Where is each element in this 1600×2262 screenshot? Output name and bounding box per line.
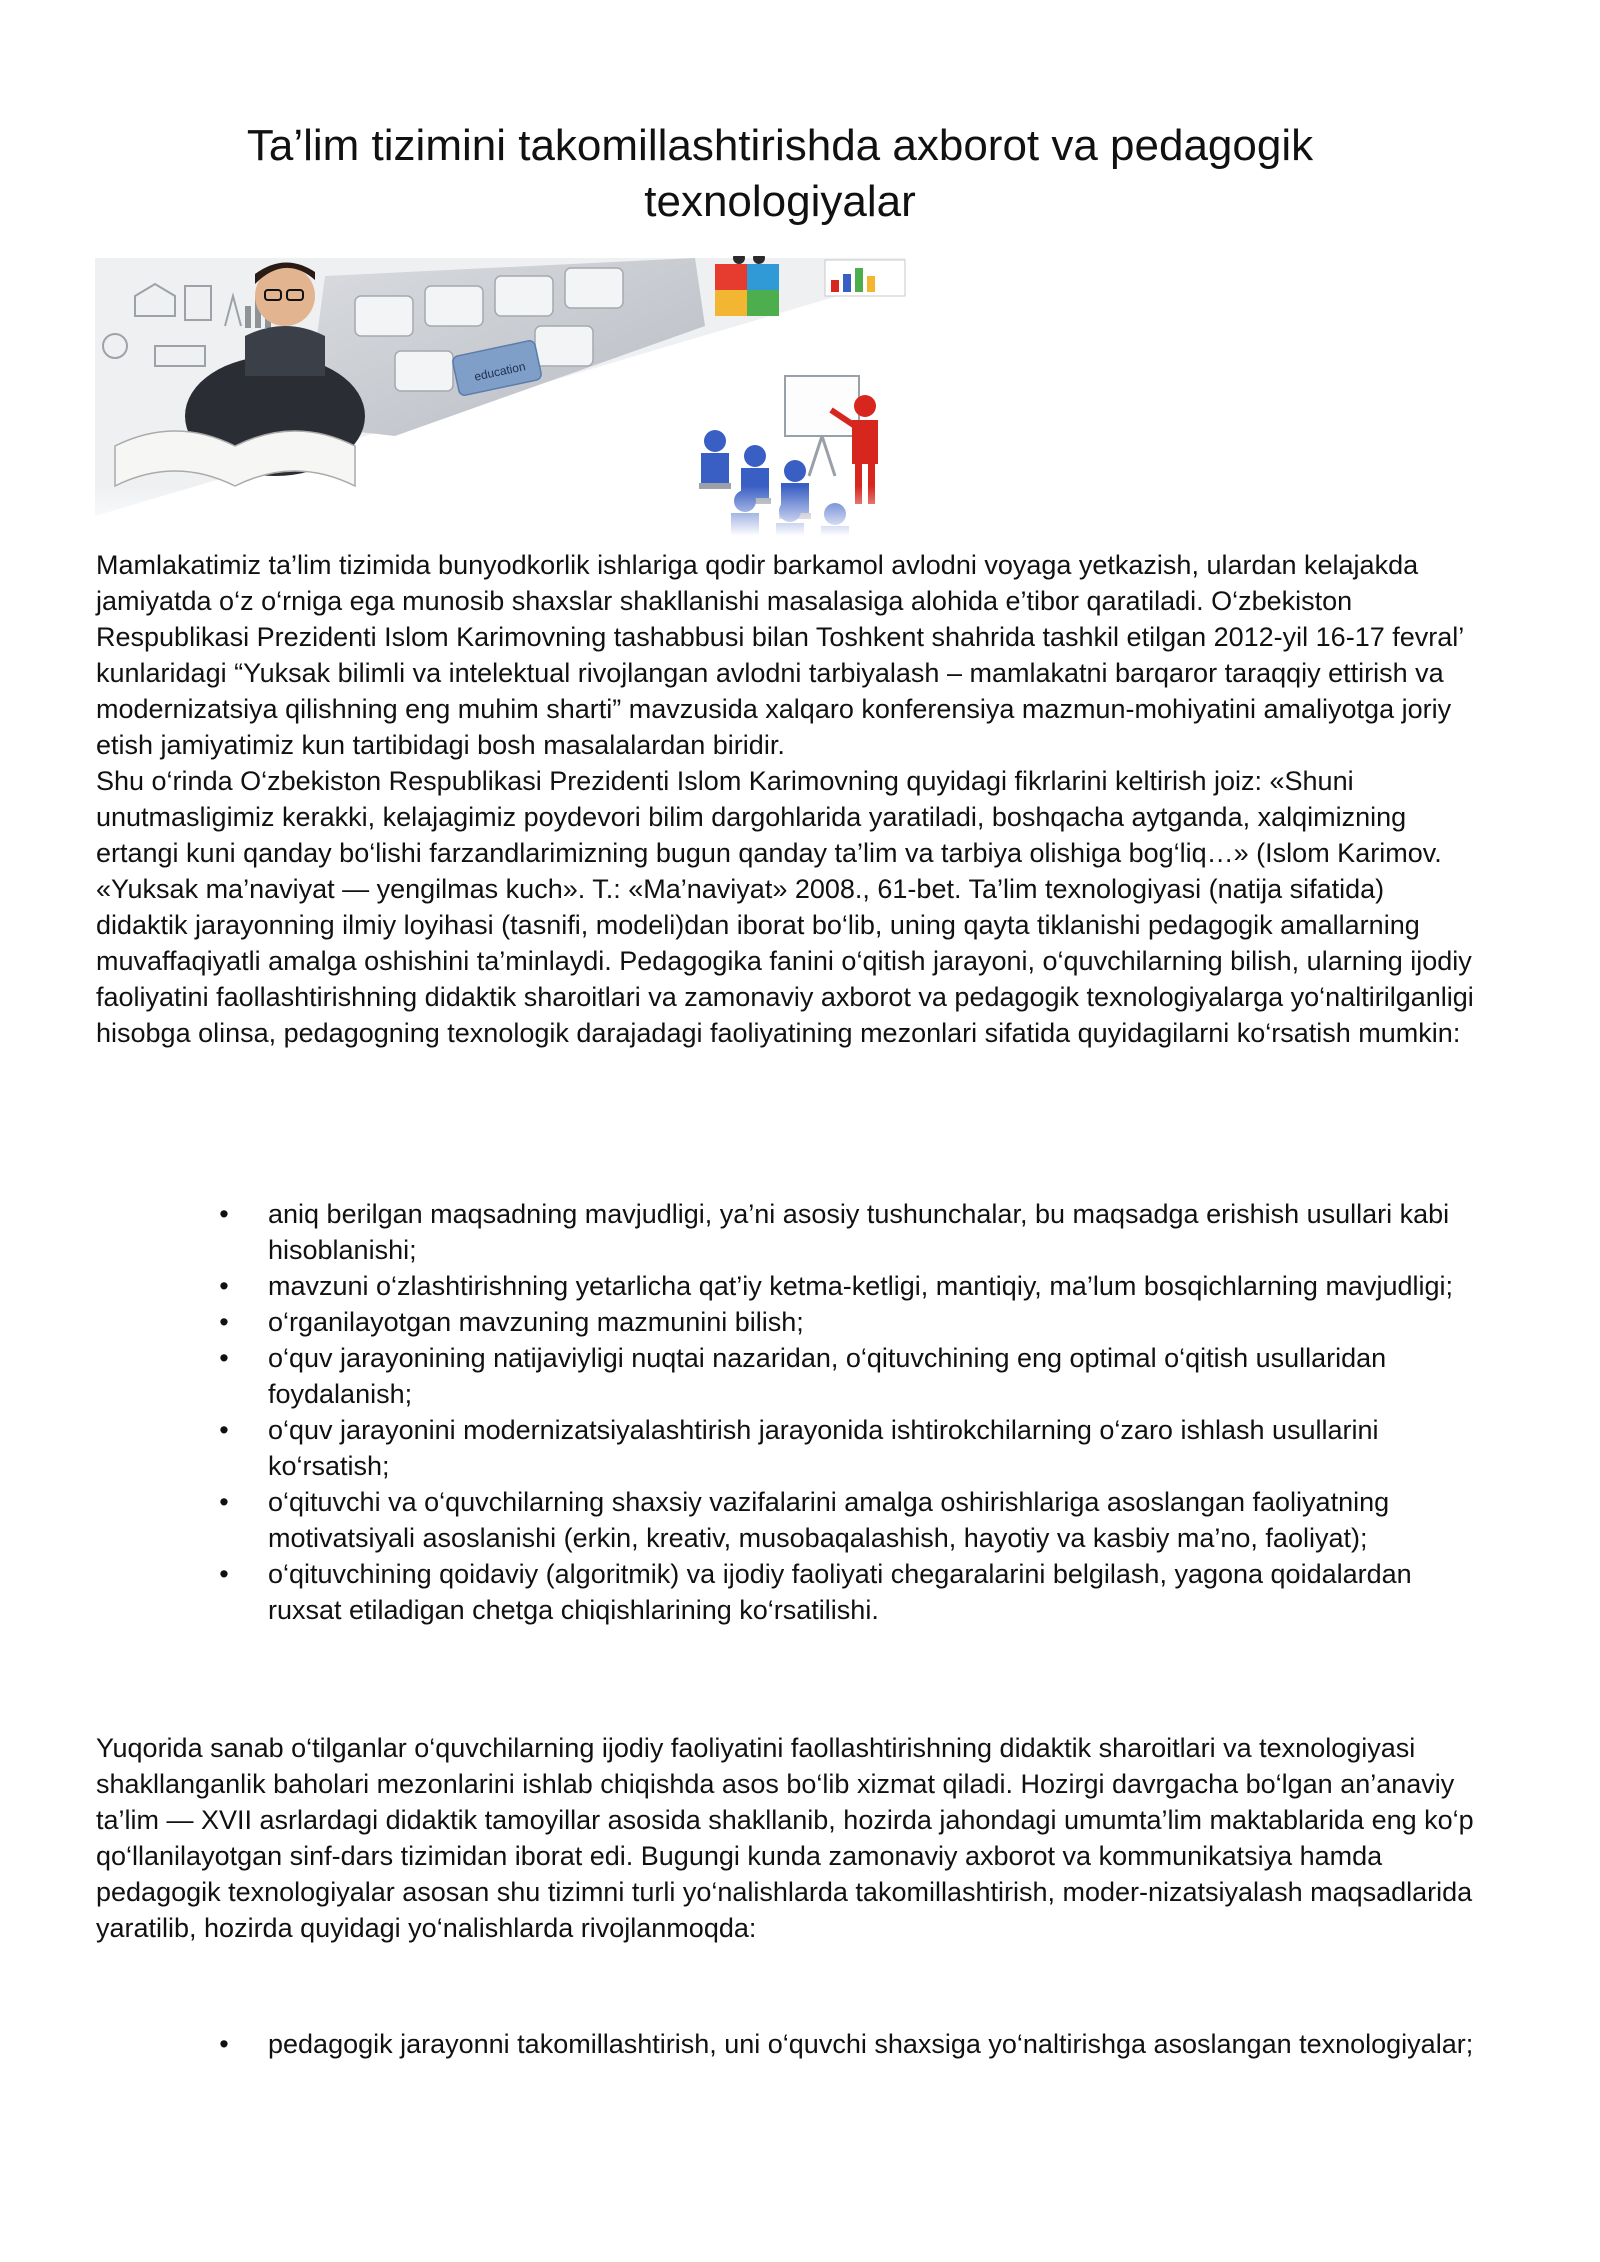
list-item-text: o‘rganilayotgan mavzuning mazmunini bilish;: [268, 1307, 804, 1337]
paragraph-intro: [96, 547, 1476, 1051]
bullet-icon: •: [219, 1271, 229, 1301]
bullet-icon: •: [219, 1199, 229, 1229]
hero-image: [95, 256, 915, 536]
list-item-text: o‘qituvchi va o‘quvchilarning shaxsiy vazifalarini amalga oshirishlariga asoslangan faoliyatning motivatsiyali asoslanishi (erkin, kreativ, musobaqalashish, hayotiy va kasbiy ma’no, faoliyat);: [268, 1487, 1390, 1553]
paragraph-2-text: Shu o‘rinda O‘zbekiston Respublikasi Prezidenti Islom Karimovning quyidagi fikrlarini keltirish joiz: «Shuni unutmasligimiz kerakki, kelajagimiz poydevori bilim dargohlarida yaratiladi, boshqacha aytganda, xalqimizning ertangi kuni qanday bo‘lishi farzandlarimizning bugun qanday ta’lim va tarbiya olishiga bog‘liq…» (Islom Karimov. «Yuksak ma’naviyat — yengilmas kuch». T.: «Ma’naviyat» 2008., 61-bet. Ta’lim texnologiyasi (natija sifatida) didaktik jarayonning ilmiy loyihasi (tasnifi, modeli)dan iborat bo‘lib, uning qayta tiklanishi pedagogik amallarning muvaffaqiyatli amalga oshishini ta’minlaydi. Pedagogika fanini o‘qitish jarayoni, o‘quvchilarning bilish, ularning ijodiy faoliyatini faollashtirishning didaktik sharoitlari va zamonaviy axborot va pedagogik texnologiyalarga yo‘naltirilganligi hisobga olinsa, pedagogning texnologik darajadagi faoliyatining mezonlari sifatida quyidagilarni ko‘rsatish mumkin:: [96, 766, 1474, 1048]
education-collage-image: [95, 256, 915, 536]
bullet-icon: •: [219, 1343, 229, 1373]
list-item-text: aniq berilgan maqsadning mavjudligi, ya’ni asosiy tushunchalar, bu maqsadga erishish usullari kabi hisoblanishi;: [268, 1199, 1450, 1265]
directions-list: [96, 2026, 1476, 2062]
list-item: [96, 1412, 1476, 1484]
bullet-icon: •: [219, 2029, 229, 2059]
list-item-text: o‘quv jarayonining natijaviyligi nuqtai nazaridan, o‘qituvchining eng optimal o‘qitish usullaridan foydalanish;: [268, 1343, 1387, 1409]
page-title: Ta’lim tizimini takomillashtirishda axborot va pedagogik texnologiyalar: [246, 121, 1314, 226]
bullet-icon: •: [219, 1415, 229, 1445]
bullet-icon: •: [219, 1307, 229, 1337]
list-item: [96, 1340, 1476, 1412]
list-item: [96, 1268, 1476, 1304]
list-item: [96, 1196, 1476, 1268]
paragraph-conclusion: Yuqorida sanab o‘tilganlar o‘quvchilarning ijodiy faoliyatini faollashtirishning didaktik sharoitlari va texnologiyasi shakllanganlik baholari mezonlarini ishlab chiqishda asos bo‘lib xizmat qiladi. Hozirgi davrgacha bo‘lgan an’anaviy ta’lim — XVII asrlardagi didaktik tamoyillar asosida shakllanib, hozirda jahondagi umumta’lim maktablarida eng ko‘p qo‘llanilayotgan sinf-dars tizimidan iborat edi. Bugungi kunda zamonaviy axborot va kommunikatsiya hamda pedagogik texnologiyalar asosan shu tizimni turli yo‘nalishlarda takomillashtirish, moder-nizatsiyalash maqsadlarida yaratilib, hozirda quyidagi yo‘nalishlarda rivojlanmoqda:: [96, 1733, 1474, 1943]
list-item: [96, 1304, 1476, 1340]
list-item: [96, 2026, 1476, 2062]
list-item: [96, 1556, 1476, 1628]
bullet-icon: •: [219, 1487, 229, 1517]
education-key-label: education: [472, 359, 527, 384]
list-item-text: mavzuni o‘zlashtirishning yetarlicha qat’iy ketma-ketligi, mantiqiy, ma’lum bosqichlarning mavjudligi;: [268, 1271, 1453, 1301]
bullet-icon: •: [219, 1559, 229, 1589]
list-item-text: pedagogik jarayonni takomillashtirish, uni o‘quvchi shaxsiga yo‘naltirishga asoslangan texnologiyalar;: [268, 2029, 1474, 2059]
criteria-list: [96, 1196, 1476, 1628]
paragraph-1-text: Mamlakatimiz ta’lim tizimida bunyodkorlik ishlariga qodir barkamol avlodni voyaga yetkazish, ulardan kelajakda jamiyatda o‘z o‘rniga ega munosib shaxslar shakllanishi masalasiga alohida e’tibor qaratiladi. O‘zbekiston Respublikasi Prezidenti Islom Karimovning tashabbusi bilan Toshkent shahrida tashkil etilgan 2012-yil 16-17 fevral’ kunlaridagi “Yuksak bilimli va intelektual rivojlangan avlodni tarbiyalash – mamlakatni barqaror taraqqiy ettirish va modernizatsiya qilishning eng muhim sharti” mavzusida xalqaro konferensiya mazmun-mohiyatini amaliyotga joriy etish jamiyatimiz kun tartibidagi bosh masalalardan biridir.: [96, 550, 1464, 760]
list-item-text: o‘quv jarayonini modernizatsiyalashtirish jarayonida ishtirokchilarning o‘zaro ishlash usullarini ko‘rsatish;: [268, 1415, 1379, 1481]
list-item: [96, 1484, 1476, 1556]
list-item-text: o‘qituvchining qoidaviy (algoritmik) va ijodiy faoliyati chegaralarini belgilash, yagona qoidalardan ruxsat etiladigan chetga chiqishlarining ko‘rsatilishi.: [268, 1559, 1412, 1625]
